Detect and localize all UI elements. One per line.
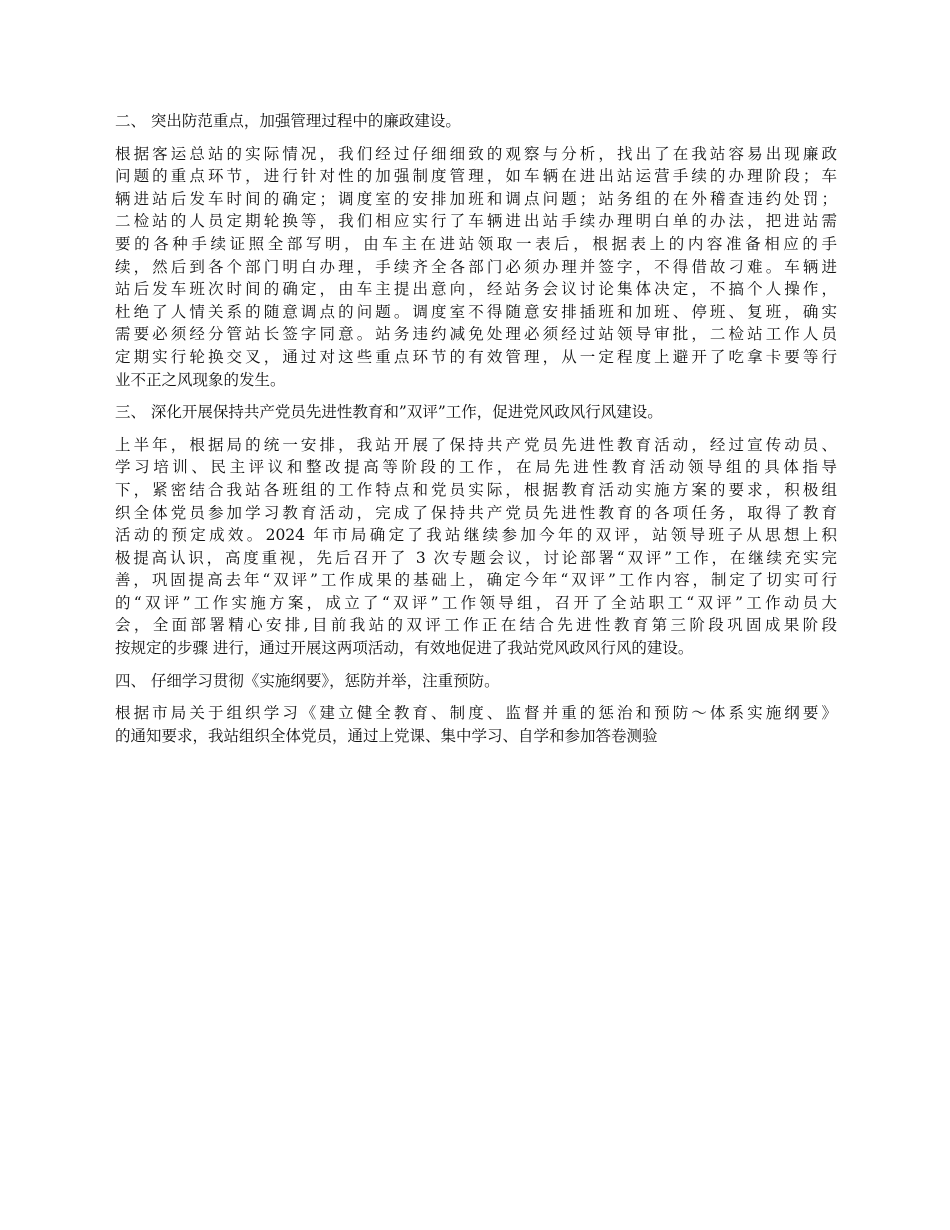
text-line: 极提高认识，高度重视，先后召开了 3 次专题会议，讨论部署“双评”工作，在继续充实完 <box>115 548 837 567</box>
text-line: 的“双评”工作实施方案，成立了“双评”工作领导组，召开了全站职工“双评”工作动员大 <box>115 593 837 612</box>
text-line: 二检站的人员定期轮换等，我们相应实行了车辆进出站手续办理明白单的办法，把进站需 <box>115 212 837 231</box>
text-line: 善，巩固提高去年“双评”工作成果的基础上，确定今年“双评”工作内容，制定了切实可行 <box>115 571 837 590</box>
text-line: 会，全面部署精心安排,目前我站的双评工作正在结合先进性教育第三阶段巩固成果阶段 <box>115 616 837 635</box>
text-line: 根据客运总站的实际情况，我们经过仔细细致的观察与分析，找出了在我站容易出现廉政 <box>115 144 837 163</box>
section-heading-2: 二、 突出防范重点，加强管理过程中的廉政建设。 <box>115 112 461 130</box>
text-line: 问题的重点环节，进行针对性的加强制度管理，如车辆在进出站运营手续的办理阶段；车 <box>115 167 837 186</box>
text-line: 需要必须经分管站长签字同意。站务违约减免处理必须经过站领导审批，二检站工作人员 <box>115 325 837 344</box>
text-line: 根据市局关于组织学习《建立健全教育、制度、监督并重的惩治和预防～体系实施纲要》 <box>115 704 837 723</box>
text-line: 业不正之风现象的发生。 <box>115 370 286 389</box>
section-heading-4: 四、 仔细学习贯彻《实施纲要》，惩防并举，注重预防。 <box>115 671 500 690</box>
text-line: 辆进站后发车时间的确定；调度室的安排加班和调点问题；站务组的在外稽查违约处罚； <box>115 189 837 208</box>
text-line: 上半年，根据局的统一安排，我站开展了保持共产党员先进性教育活动，经过宣传动员、 <box>115 435 837 454</box>
text-line: 活动的预定成效。2024 年市局确定了我站继续参加今年的双评，站领导班子从思想上积 <box>115 526 837 545</box>
text-line: 的通知要求，我站组织全体党员，通过上党课、集中学习、自学和参加答卷测验 <box>115 726 658 745</box>
section-body-4 <box>115 702 837 747</box>
document-page <box>115 110 837 757</box>
text-line: 要的各种手续证照全部写明，由车主在进站领取一表后，根据表上的内容准备相应的手 <box>115 234 837 253</box>
section-body-3 <box>115 434 837 660</box>
text-line: 定期实行轮换交叉，通过对这些重点环节的有效管理，从一定程度上避开了吃拿卡要等行 <box>115 347 837 366</box>
text-line: 站后发车班次时间的确定，由车主提出意向，经站务会议讨论集体决定，不搞个人操作， <box>115 280 837 299</box>
text-line: 织全体党员参加学习教育活动，完成了保持共产党员先进性教育的各项任务，取得了教育 <box>115 503 837 522</box>
section-body-2 <box>115 143 837 392</box>
section-heading-3: 三、 深化开展保持共产党员先进性教育和”双评”工作，促进党风政风行风建设。 <box>115 403 663 422</box>
text-line: 续，然后到各个部门明白办理，手续齐全各部门必须办理并签字，不得借故刁难。车辆进 <box>115 257 837 276</box>
text-line: 学习培训、民主评议和整改提高等阶段的工作，在局先进性教育活动领导组的具体指导 <box>115 458 837 477</box>
text-line: 按规定的步骤 进行，通过开展这两项活动，有效地促进了我站党风政风行风的建设。 <box>115 639 694 658</box>
text-line: 杜绝了人情关系的随意调点的问题。调度室不得随意安排插班和加班、停班、复班，确实 <box>115 302 837 321</box>
text-line: 下，紧密结合我站各班组的工作特点和党员实际，根据教育活动实施方案的要求，积极组 <box>115 480 837 499</box>
